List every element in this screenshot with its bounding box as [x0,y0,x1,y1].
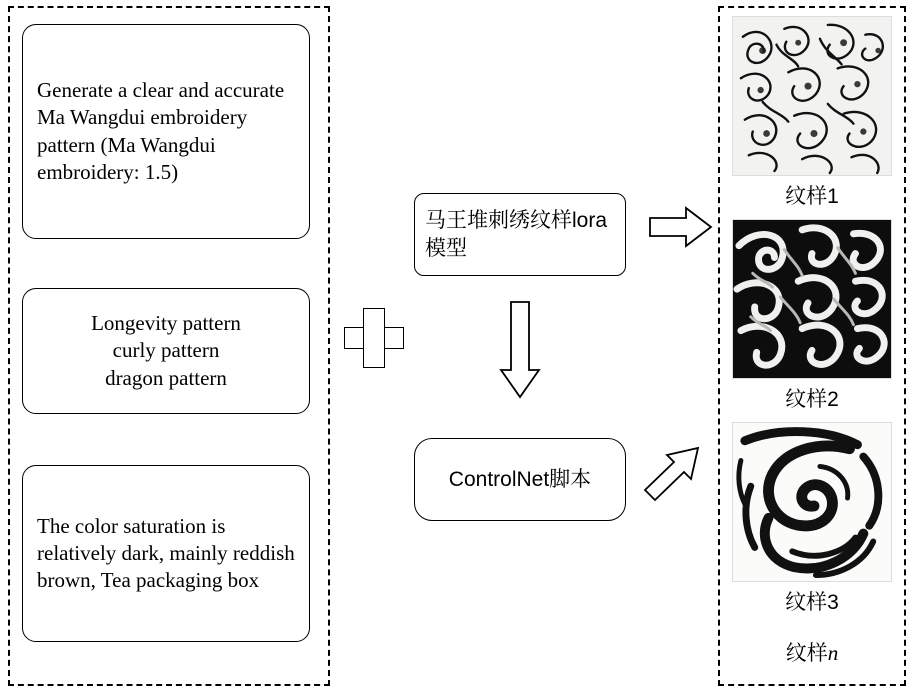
controlnet-script-box [414,438,626,521]
result-item-3 [732,422,892,616]
lora-model-box [414,193,626,276]
prompt-box-2-text: Longevity pattern curly pattern dragon pattern [91,311,241,390]
controlnet-script-box-text: ControlNet脚本 [448,467,592,491]
prompt-box-1 [22,24,310,239]
prompt-box-3-text: The color saturation is relatively dark, mainly reddish brown, Tea packaging box [37,513,295,593]
result-label-2: 纹样2 [785,388,839,411]
result-item-1 [732,16,892,210]
pattern-thumbnail-1 [732,16,892,176]
plus-icon-center-mask [365,329,383,348]
result-item-2 [732,219,892,413]
lora-model-box-text: 马王堆刺绣纹样lora模型 [425,208,608,260]
arrow-down-icon [498,300,542,400]
plus-icon [344,308,404,368]
result-label-n-prefix: 纹样 [785,642,828,665]
result-label-n [732,637,892,667]
pattern-thumbnail-2 [732,219,892,379]
prompt-box-1-text: Generate a clear and accurate Ma Wangdui embroidery pattern (Ma Wangdui embroidery: 1.5) [37,77,285,184]
result-label-1: 纹样1 [785,185,839,208]
result-label-3: 纹样3 [785,591,839,614]
prompt-box-2 [22,288,310,414]
result-label-n-suffix: n [827,641,839,665]
prompt-box-3 [22,465,310,642]
arrow-up-right-icon [640,440,712,508]
pattern-thumbnail-3 [732,422,892,582]
arrow-right-icon [648,205,714,249]
